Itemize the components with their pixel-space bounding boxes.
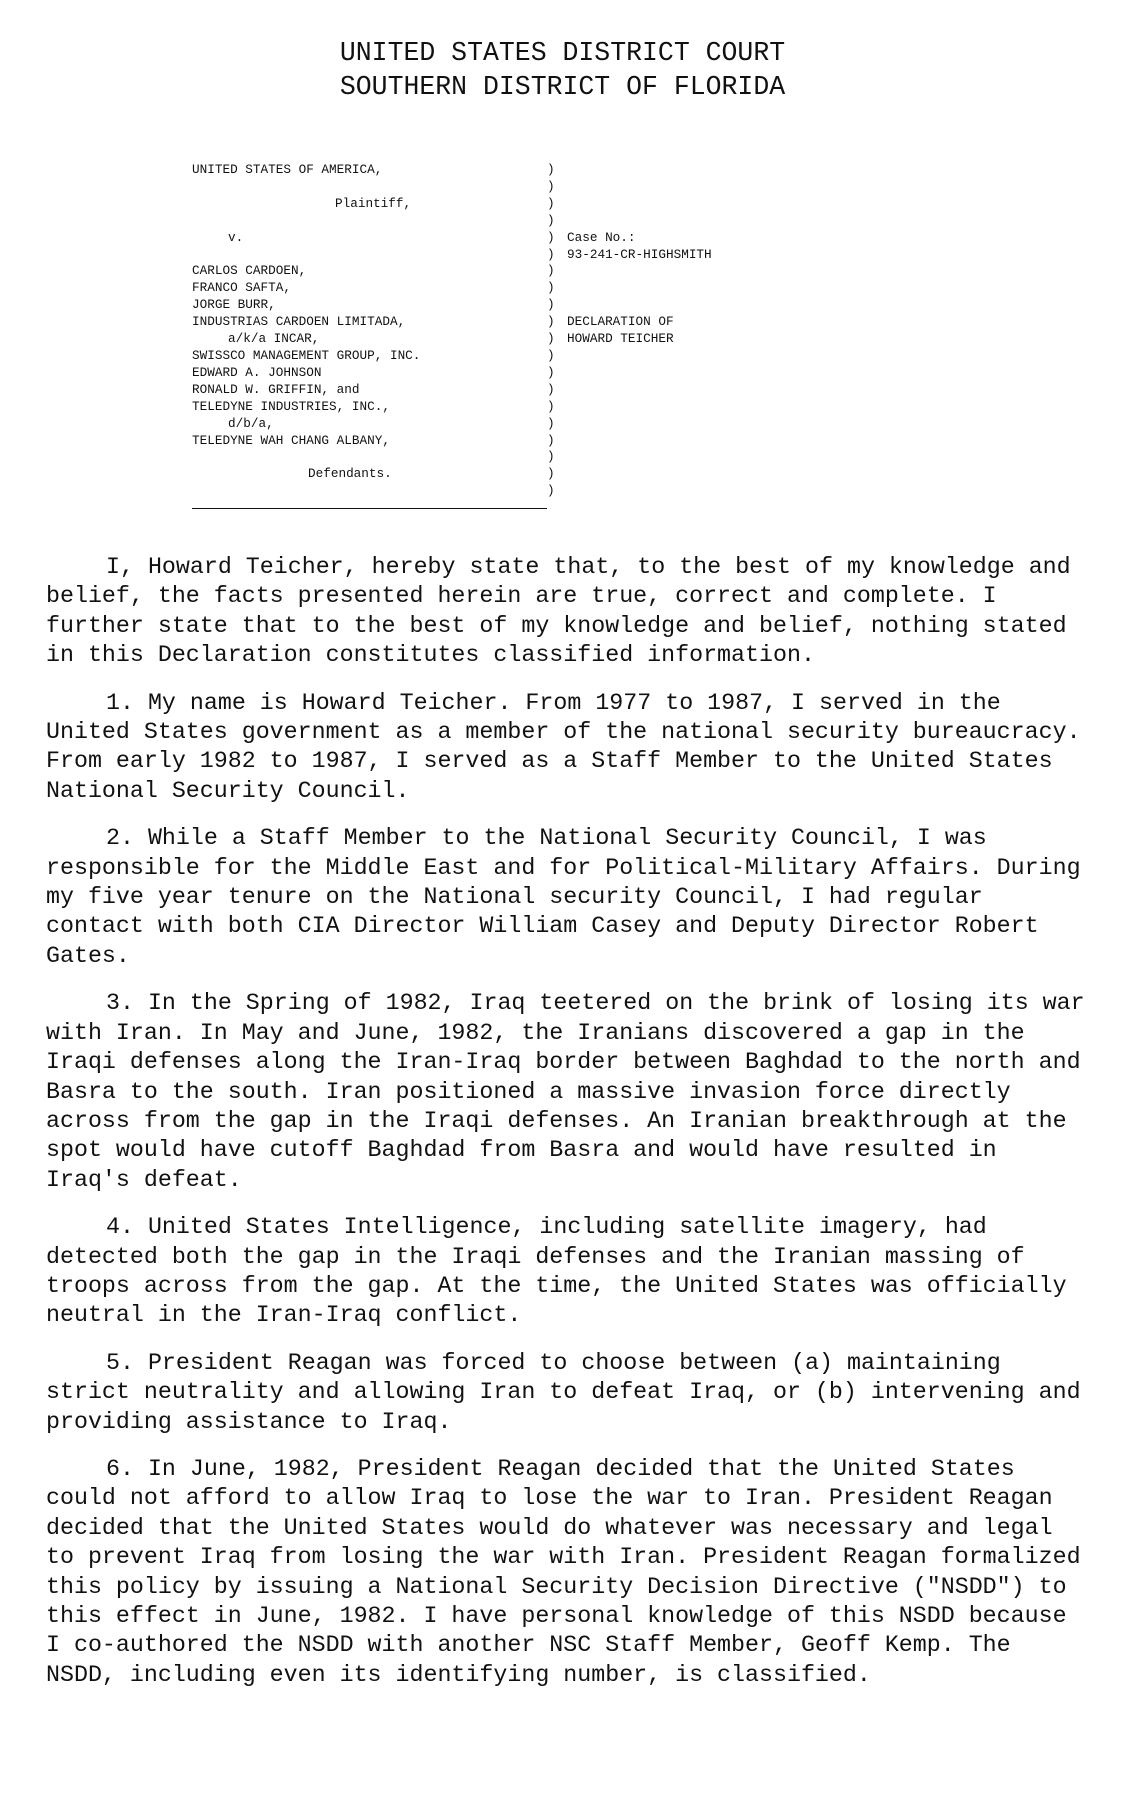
defendant-name: a/k/a INCAR, xyxy=(228,331,320,347)
defendant-name: EDWARD A. JOHNSON xyxy=(192,364,322,380)
defendant-name: CARLOS CARDOEN, xyxy=(192,263,307,279)
case-number: 93-241-CR-HIGHSMITH xyxy=(567,246,712,262)
intro-paragraph: I, Howard Teicher, hereby state that, to the best of my knowledge and belief, the facts presented herein are true, correct and complete. I further state that to the best of my knowledge and belief, nothing stated in this Declaration constitutes classified information. xyxy=(46,554,1085,669)
case-number-label: Case No.: xyxy=(567,229,636,245)
defendant-role: Defendants. xyxy=(308,466,392,482)
declaration-body xyxy=(46,553,1099,1708)
defendant-name: SWISSCO MANAGEMENT GROUP, INC. xyxy=(192,347,421,363)
case-caption-details xyxy=(567,162,712,348)
defendant-name: INDUSTRIAS CARDOEN LIMITADA, xyxy=(192,314,406,330)
plaintiff-name: UNITED STATES OF AMERICA, xyxy=(192,162,383,177)
defendant-name: TELEDYNE INDUSTRIES, INC., xyxy=(192,398,390,414)
case-caption-parties xyxy=(192,162,547,483)
defendant-name: RONALD W. GRIFFIN, and xyxy=(192,381,360,397)
court-header xyxy=(0,36,1125,104)
document-title: DECLARATION OF xyxy=(567,314,674,330)
numbered-paragraph: 2. While a Staff Member to the National Security Council, I was responsible for the Middle East and for Political-Military Affairs. During my five year tenure on the National security Council, I had regular contact with both CIA Director William Casey and Deputy Director Robert Gates. xyxy=(46,825,1095,969)
numbered-paragraph: 4. United States Intelligence, including satellite imagery, had detected both the gap in the Iraqi defenses and the Iranian massing of troops across from the gap. At the time, the United States was officially neutral in the Iran-Iraq conflict. xyxy=(46,1214,1081,1329)
court-district: SOUTHERN DISTRICT OF FLORIDA xyxy=(339,72,786,102)
defendant-name: TELEDYNE WAH CHANG ALBANY, xyxy=(192,432,390,448)
defendant-name: d/b/a, xyxy=(228,415,274,431)
numbered-paragraph: 3. In the Spring of 1982, Iraq teetered on the brink of losing its war with Iran. In May and June, 1982, the Iranians discovered a gap in the Iraqi defenses along the Iran-Iraq border between Baghdad to the north and Basra to the south. Iran positioned a massive invasion force directly across from the gap in the Iraqi defenses. An Iranian breakthrough at the spot would have cutoff Baghdad from Basra and would have resulted in Iraq's defeat. xyxy=(46,990,1099,1193)
defendant-name: FRANCO SAFTA, xyxy=(192,280,291,296)
numbered-paragraph: 6. In June, 1982, President Reagan decided that the United States could not afford to allow Iraq to lose the war to Iran. President Reagan decided that the United States would do whatever was necessary and legal to prevent Iraq from losing the war with Iran. President Reagan formalized this policy by issuing a National Security Decision Directive ("NSDD") to this effect in June, 1982. I have personal knowledge of this NSDD because I co-authored the NSDD with another NSC Staff Member, Geoff Kemp. The NSDD, including even its identifying number, is classified. xyxy=(46,1455,1095,1688)
document-title-name: HOWARD TEICHER xyxy=(567,331,674,347)
numbered-paragraph: 1. My name is Howard Teicher. From 1977 to 1987, I served in the United States government as a member of the national security bureaucracy. From early 1982 to 1987, I served as a Staff Member to the United States National Security Council. xyxy=(46,689,1095,804)
caption-paren-column: ) ) ) ) ) ) ) ) ) ) ) ) ) ) ) ) ) ) ) ) xyxy=(547,162,555,499)
numbered-paragraph: 5. President Reagan was forced to choose between (a) maintaining strict neutrality and allowing Iran to defeat Iraq, or (b) intervening and providing assistance to Iraq. xyxy=(46,1349,1095,1435)
court-name: UNITED STATES DISTRICT COURT xyxy=(339,38,786,68)
caption-divider xyxy=(192,508,547,509)
defendant-name: JORGE BURR, xyxy=(192,297,276,313)
plaintiff-role: Plaintiff, xyxy=(335,195,412,211)
versus: v. xyxy=(228,229,244,245)
